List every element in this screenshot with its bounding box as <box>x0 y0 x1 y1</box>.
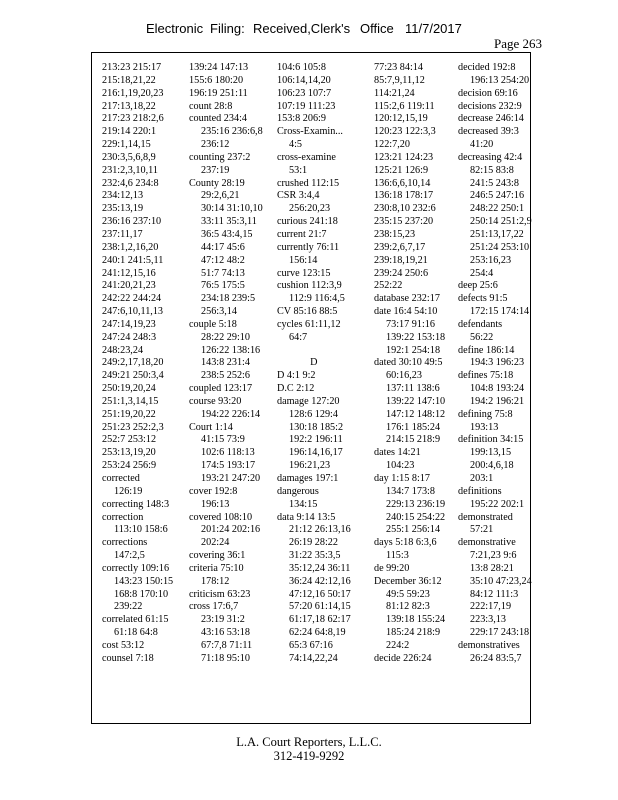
index-reference: 229:1,14,15 <box>102 139 151 151</box>
index-reference: 195:22 202:1 <box>470 498 525 510</box>
index-reference: 102:6 118:13 <box>201 447 255 459</box>
index-reference: 57:20 61:14,15 <box>289 601 351 613</box>
index-reference: 136:6,6,10,14 <box>374 177 431 189</box>
index-column-4 <box>374 62 445 666</box>
index-reference: 4:5 <box>289 139 303 151</box>
index-reference: 49:5 59:23 <box>386 588 430 600</box>
index-reference: 241:12,15,16 <box>102 267 156 279</box>
index-reference: 30:14 31:10,10 <box>201 203 263 215</box>
index-term: CV 85:16 88:5 <box>277 306 338 318</box>
index-reference: 113:10 158:6 <box>114 524 168 536</box>
index-reference: 234:12,13 <box>102 190 144 202</box>
index-reference: 106:23 107:7 <box>277 87 332 99</box>
index-reference: 196:19 251:11 <box>189 87 248 99</box>
index-reference: 240:1 241:5,11 <box>102 254 164 266</box>
index-reference: 250:14 251:2,9 <box>470 216 532 228</box>
index-term: corrections <box>102 537 148 549</box>
index-reference: 41:15 73:9 <box>201 434 245 446</box>
index-reference: 35:12,24 36:11 <box>289 562 351 574</box>
index-term: crushed 112:15 <box>277 177 340 189</box>
index-term: decide 226:24 <box>374 652 432 664</box>
index-term: couple 5:18 <box>189 318 237 330</box>
index-term: damage 127:20 <box>277 395 340 407</box>
index-term: covering 36:1 <box>189 550 246 562</box>
index-reference: 247:14,19,23 <box>102 318 156 330</box>
index-reference: 222:17,19 <box>470 601 512 613</box>
index-term: demonstrative <box>458 537 516 549</box>
index-reference: 143:8 231:4 <box>201 357 250 369</box>
index-reference: 57:21 <box>470 524 494 536</box>
index-reference: 74:14,22,24 <box>289 652 338 664</box>
index-reference: 253:16,23 <box>470 254 512 266</box>
index-reference: 235:16 236:6,8 <box>201 126 263 138</box>
index-reference: 219:14 220:1 <box>102 126 157 138</box>
index-reference: 178:12 <box>201 575 230 587</box>
index-term: correction <box>102 511 144 523</box>
index-term: date 16:4 54:10 <box>374 306 438 318</box>
index-reference: 185:24 218:9 <box>386 627 441 639</box>
index-term: cost 53:12 <box>102 639 145 651</box>
index-reference: 256:20,23 <box>289 203 331 215</box>
index-reference: 193:21 247:20 <box>201 473 261 484</box>
index-reference: 136:18 178:17 <box>374 190 434 202</box>
index-term: de 99:20 <box>374 562 410 574</box>
index-term: definition 34:15 <box>458 434 524 446</box>
index-reference: 23:19 31:2 <box>201 614 245 626</box>
index-term: count 28:8 <box>189 100 233 112</box>
index-term <box>277 345 351 358</box>
header-filing: Filing: <box>210 21 245 36</box>
index-reference: 234:18 239:5 <box>201 293 256 305</box>
index-reference: 112:9 116:4,5 <box>289 293 345 305</box>
index-term: D 4:1 9:2 <box>277 370 316 382</box>
index-reference: 236:12 <box>201 139 230 151</box>
index-reference: 253:24 256:9 <box>102 460 157 472</box>
index-reference: 61:18 64:8 <box>114 627 158 639</box>
index-reference: 115:2,6 119:11 <box>374 100 435 112</box>
index-term: course 93:20 <box>189 395 242 407</box>
index-term: criteria 75:10 <box>189 562 244 574</box>
index-term: coupled 123:17 <box>189 383 253 395</box>
index-reference: 239:18,19,21 <box>374 254 428 266</box>
index-reference: 236:16 237:10 <box>102 216 162 228</box>
filing-header <box>0 21 618 37</box>
index-term: damages 197:1 <box>277 473 339 484</box>
index-reference: 252:22 <box>374 280 403 292</box>
index-reference: 199:13,15 <box>470 447 512 459</box>
index-reference: 249:2,17,18,20 <box>102 357 164 369</box>
index-term: curious 241:18 <box>277 216 338 228</box>
index-reference: 76:5 175:5 <box>201 280 245 292</box>
index-reference: 82:15 83:8 <box>470 164 514 176</box>
page-number: Page 263 <box>494 36 543 51</box>
index-reference: 241:20,21,23 <box>102 280 156 292</box>
index-reference: 122:7,20 <box>374 139 410 151</box>
index-term: County 28:19 <box>189 177 245 189</box>
index-reference: 62:24 64:8,19 <box>289 627 346 639</box>
index-reference: 231:2,3,10,11 <box>102 164 158 176</box>
index-reference: 147:12 148:12 <box>386 408 446 420</box>
index-term: counted 234:4 <box>189 113 248 125</box>
index-reference: 248:23,24 <box>102 344 144 356</box>
index-reference: 247:24 248:3 <box>102 331 157 343</box>
index-reference: 252:7 253:12 <box>102 434 157 446</box>
index-term: definitions <box>458 485 502 497</box>
index-reference: 239:22 <box>114 601 143 613</box>
index-term: dates 14:21 <box>374 447 421 459</box>
index-reference: 201:24 202:16 <box>201 524 261 536</box>
index-reference: 120:23 122:3,3 <box>374 126 436 138</box>
index-reference: 139:24 147:13 <box>189 62 249 73</box>
index-reference: 176:1 185:24 <box>386 421 441 433</box>
index-reference: 53:1 <box>289 164 308 176</box>
index-reference: 215:18,21,22 <box>102 74 156 86</box>
index-column-5 <box>458 62 532 666</box>
index-reference: 71:18 95:10 <box>201 652 250 664</box>
index-term: cushion 112:3,9 <box>277 280 342 292</box>
index-reference: 256:3,14 <box>201 306 237 318</box>
index-reference: 253:13,19,20 <box>102 447 156 459</box>
index-term: defects 91:5 <box>458 293 508 305</box>
index-reference: 238:15,23 <box>374 228 416 240</box>
index-reference: 251:23 252:2,3 <box>102 421 164 433</box>
index-term: days 5:18 6:3,6 <box>374 537 437 549</box>
index-reference: 156:14 <box>289 254 318 266</box>
index-term: curve 123:15 <box>277 267 331 279</box>
index-reference: 217:23 218:2,6 <box>102 113 164 125</box>
header-received: Received,Clerk's <box>253 21 351 36</box>
header-date: 11/7/2017 <box>405 21 462 36</box>
index-term: correcting 148:3 <box>102 498 170 510</box>
footer-company: L.A. Court Reporters, L.L.C. <box>236 735 382 749</box>
index-term: December 36:12 <box>374 575 442 587</box>
index-reference: 250:19,20,24 <box>102 383 156 395</box>
index-reference: 251:19,20,22 <box>102 408 156 420</box>
index-reference: 51:7 74:13 <box>201 267 245 279</box>
index-column-2 <box>189 62 263 666</box>
index-reference: 106:14,14,20 <box>277 74 331 86</box>
index-term: corrected <box>102 473 140 484</box>
index-reference: 126:22 138:16 <box>201 344 261 356</box>
index-reference: 47:12,16 50:17 <box>289 588 351 600</box>
index-reference: 35:10 47:23,24 <box>470 575 532 587</box>
index-reference: 192:1 254:18 <box>386 344 441 356</box>
index-reference: 237:19 <box>201 164 230 176</box>
index-term: criticism 63:23 <box>189 588 251 600</box>
index-reference: 239:2,6,7,17 <box>374 241 426 253</box>
index-reference: 139:22 147:10 <box>386 395 446 407</box>
index-reference: 196:13 254:20 <box>470 74 530 86</box>
index-reference: 31:22 35:3,5 <box>289 550 341 562</box>
index-reference: 26:19 28:22 <box>289 537 338 549</box>
index-reference: 123:21 124:23 <box>374 151 434 163</box>
index-reference: 213:23 215:17 <box>102 62 162 73</box>
index-reference: 203:1 <box>470 473 494 484</box>
index-reference: 153:8 206:9 <box>277 113 326 125</box>
index-reference: 13:8 28:21 <box>470 562 514 574</box>
index-term: deep 25:6 <box>458 280 498 292</box>
index-reference: 223:3,13 <box>470 614 506 626</box>
index-reference: 29:2,6,21 <box>201 190 240 202</box>
index-reference: 143:23 150:15 <box>114 575 174 587</box>
index-reference: 56:22 <box>470 331 494 343</box>
index-reference: 126:19 <box>114 485 143 497</box>
index-reference: 147:2,5 <box>114 550 145 562</box>
index-term: current 21:7 <box>277 228 327 240</box>
index-term: decrease 246:14 <box>458 113 524 125</box>
index-reference: 41:20 <box>470 139 494 151</box>
index-reference: 174:5 193:17 <box>201 460 256 472</box>
index-term: defendants <box>458 318 503 330</box>
index-term: decreasing 42:4 <box>458 151 523 163</box>
index-term: day 1:15 8:17 <box>374 473 431 484</box>
index-term: defining 75:8 <box>458 408 513 420</box>
index-reference: 249:21 250:3,4 <box>102 370 164 382</box>
index-term: covered 108:10 <box>189 511 253 523</box>
footer-phone: 312-419-9292 <box>273 749 345 763</box>
index-reference: 26:24 83:5,7 <box>470 652 522 664</box>
section-letter: D <box>310 357 318 369</box>
index-term: dated 30:10 49:5 <box>374 357 443 369</box>
index-column-1 <box>102 62 173 666</box>
index-reference: 155:6 180:20 <box>189 74 244 86</box>
index-reference: 36:24 42:12,16 <box>289 575 351 587</box>
index-reference: 104:23 <box>386 460 415 472</box>
index-reference: 238:5 252:6 <box>201 370 250 382</box>
index-term: define 186:14 <box>458 344 515 356</box>
index-reference: 216:1,19,20,23 <box>102 87 164 99</box>
index-reference: 130:18 185:2 <box>289 421 344 433</box>
index-reference: 251:13,17,22 <box>470 228 524 240</box>
index-term: cross-examine <box>277 151 336 163</box>
index-reference: 194:22 226:14 <box>201 408 261 420</box>
index-term: currently 76:11 <box>277 241 340 253</box>
index-reference: 200:4,6,18 <box>470 460 514 472</box>
index-reference: 224:2 <box>386 639 410 651</box>
index-reference: 73:17 91:16 <box>386 318 435 330</box>
index-reference: 235:15 237:20 <box>374 216 434 228</box>
index-reference: 115:3 <box>386 550 409 562</box>
header-electronic: Electronic <box>146 21 204 36</box>
index-reference: 104:8 193:24 <box>470 383 525 395</box>
index-reference: 202:24 <box>201 537 230 549</box>
index-reference: 217:13,18,22 <box>102 100 156 112</box>
index-reference: 85:7,9,11,12 <box>374 74 425 86</box>
index-reference: 194:3 196:23 <box>470 357 525 369</box>
index-reference: 44:17 45:6 <box>201 241 245 253</box>
index-reference: 168:8 170:10 <box>114 588 169 600</box>
index-reference: 64:7 <box>289 331 308 343</box>
index-reference: 77:23 84:14 <box>374 62 423 73</box>
index-term: decisions 232:9 <box>458 100 522 112</box>
index-term: data 9:14 13:5 <box>277 511 336 523</box>
index-reference: 247:6,10,11,13 <box>102 306 164 318</box>
index-term: D.C 2:12 <box>277 383 315 395</box>
index-reference: 230:8,10 232:6 <box>374 203 436 215</box>
index-reference: 254:4 <box>470 267 494 279</box>
index-term: dangerous <box>277 485 319 497</box>
index-reference: 196:21,23 <box>289 460 331 472</box>
index-reference: 230:3,5,6,8,9 <box>102 151 156 163</box>
index-reference: 237:11,17 <box>102 228 143 240</box>
index-reference: 232:4,6 234:8 <box>102 177 159 189</box>
index-term: defines 75:18 <box>458 370 514 382</box>
index-reference: 7:21,23 9:6 <box>470 550 517 562</box>
index-reference: 196:13 <box>201 498 230 510</box>
index-term: database 232:17 <box>374 293 440 305</box>
index-reference: 104:6 105:8 <box>277 62 326 73</box>
index-reference: 21:12 26:13,16 <box>289 524 351 536</box>
index-reference: 251:24 253:10 <box>470 241 530 253</box>
index-reference: 107:19 111:23 <box>277 100 336 112</box>
index-reference: 134:15 <box>289 498 318 510</box>
index-term: demonstrated <box>458 511 513 523</box>
index-term: correlated 61:15 <box>102 614 169 626</box>
index-reference: 229:17 243:18 <box>470 627 530 639</box>
index-reference: 114:21,24 <box>374 87 415 99</box>
index-term: counsel 7:18 <box>102 652 154 664</box>
index-term: CSR 3:4,4 <box>277 190 320 202</box>
index-reference: 240:15 254:22 <box>386 511 446 523</box>
index-reference: 235:13,19 <box>102 203 144 215</box>
index-reference: 65:3 67:16 <box>289 639 333 651</box>
index-term: counting 237:2 <box>189 151 251 163</box>
header-office: Office <box>360 21 394 36</box>
index-reference: 28:22 29:10 <box>201 331 250 343</box>
index-reference: 36:5 43:4,15 <box>201 228 253 240</box>
index-reference: 139:22 153:18 <box>386 331 446 343</box>
index-reference: 47:12 48:2 <box>201 254 245 266</box>
index-reference: 128:6 129:4 <box>289 408 338 420</box>
index-reference: 139:18 155:24 <box>386 614 446 626</box>
index-reference: 33:11 35:3,11 <box>201 216 257 228</box>
index-reference: 84:12 111:3 <box>470 588 519 600</box>
index-reference: 251:1,3,14,15 <box>102 395 159 407</box>
index-reference: 229:13 236:19 <box>386 498 446 510</box>
index-term: cycles 61:11,12 <box>277 318 341 330</box>
index-reference: 172:15 174:14 <box>470 306 530 318</box>
index-term: decreased 39:3 <box>458 126 519 138</box>
index-term: cross 17:6,7 <box>189 601 239 613</box>
index-reference: 246:5 247:16 <box>470 190 525 202</box>
index-reference: 214:15 218:9 <box>386 434 441 446</box>
index-column-3 <box>277 62 351 666</box>
index-reference: 242:22 244:24 <box>102 293 162 305</box>
index-reference: 43:16 53:18 <box>201 627 250 639</box>
index-reference: 60:16,23 <box>386 370 422 382</box>
index-term: correctly 109:16 <box>102 562 170 574</box>
index-reference: 238:1,2,16,20 <box>102 241 159 253</box>
index-reference: 193:13 <box>470 421 499 433</box>
index-reference: 137:11 138:6 <box>386 383 440 395</box>
index-reference: 255:1 256:14 <box>386 524 441 536</box>
index-term: cover 192:8 <box>189 485 238 497</box>
index-reference: 134:7 173:8 <box>386 485 435 497</box>
index-term: Court 1:14 <box>189 421 233 433</box>
index-reference: 61:17,18 62:17 <box>289 614 351 626</box>
index-reference: 81:12 82:3 <box>386 601 430 613</box>
index-reference: 194:2 196:21 <box>470 395 525 407</box>
index-reference: 67:7,8 71:11 <box>201 639 253 651</box>
index-reference: 241:5 243:8 <box>470 177 519 189</box>
index-reference: 192:2 196:11 <box>289 434 343 446</box>
index-reference: 125:21 126:9 <box>374 164 429 176</box>
index-term: demonstratives <box>458 639 520 651</box>
index-reference: 120:12,15,19 <box>374 113 428 125</box>
index-term: decision 69:16 <box>458 87 518 99</box>
index-reference: 239:24 250:6 <box>374 267 429 279</box>
index-frame <box>91 52 531 724</box>
index-term: Cross-Examin... <box>277 126 343 138</box>
index-reference: 248:22 250:1 <box>470 203 525 215</box>
index-reference: 196:14,16,17 <box>289 447 343 459</box>
index-term: decided 192:8 <box>458 62 516 73</box>
